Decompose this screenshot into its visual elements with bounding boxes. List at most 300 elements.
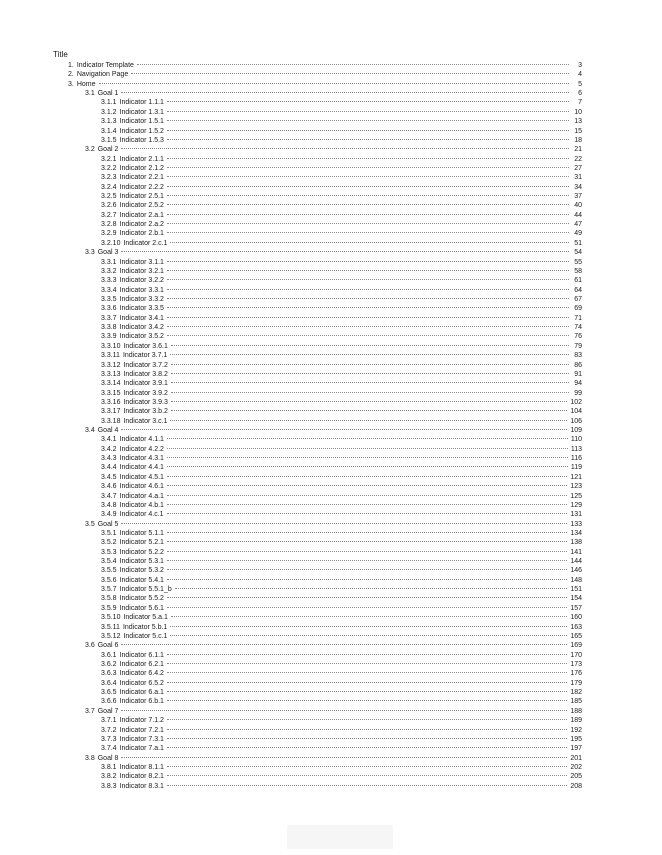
toc-entry-page-number: 131	[570, 511, 582, 519]
toc-entry-number: 3.5	[85, 520, 95, 528]
toc-entry[interactable]	[0, 286, 662, 295]
dot-leader	[171, 392, 569, 393]
toc-entry[interactable]	[0, 688, 662, 697]
toc-entry-page-number: 34	[574, 183, 582, 191]
toc-entry-page-number: 106	[570, 417, 582, 425]
toc-entry[interactable]	[0, 557, 662, 566]
toc-entry-label: Indicator 3.4.2	[119, 324, 164, 332]
toc-entry-page-number: 185	[570, 698, 582, 706]
toc-entry-number: 3.4.7	[101, 492, 117, 500]
toc-entry-number: 3.4.2	[101, 445, 117, 453]
toc-entry-number: 3.3.6	[101, 305, 117, 313]
toc-entry[interactable]	[0, 127, 662, 136]
toc-entry-page-number: 154	[570, 595, 582, 603]
dot-leader	[167, 307, 569, 308]
toc-entry[interactable]	[0, 342, 662, 351]
toc-entry-number: 3.6.6	[101, 698, 117, 706]
toc-entry-label: Indicator 3.3.5	[119, 305, 164, 313]
toc-entry[interactable]	[0, 754, 662, 763]
page-footer-placeholder	[287, 825, 393, 849]
toc-entry-page-number: 4	[578, 71, 582, 79]
toc-entry-number: 3.3.10	[101, 342, 121, 350]
toc-entry-label: Indicator 6.2.1	[119, 661, 164, 668]
toc-entry-label: Indicator 3.3.1	[119, 286, 164, 294]
toc-entry-label: Indicator 2.a.2	[119, 221, 164, 229]
toc-entry-label: Indicator 3.9.1	[123, 380, 168, 388]
toc-entry-label: Indicator 5.3.2	[119, 567, 164, 575]
toc-entry-label: Indicator 4.2.2	[119, 445, 164, 453]
dot-leader	[167, 663, 567, 664]
dot-leader	[121, 757, 567, 758]
toc-entry-number: 3.	[68, 80, 74, 88]
toc-entry-label: Goal 2	[97, 146, 119, 154]
toc-entry-label: Indicator 2.b.1	[119, 230, 164, 238]
dot-leader	[167, 111, 569, 112]
dot-leader	[167, 551, 567, 552]
toc-entry[interactable]	[0, 651, 662, 660]
toc-entry-number: 3.6	[85, 642, 95, 650]
dot-leader	[167, 466, 568, 467]
table-of-contents	[0, 61, 662, 791]
toc-entry[interactable]	[0, 108, 662, 117]
toc-entry-label: Indicator 4.5.1	[119, 473, 164, 481]
toc-entry-label: Indicator 2.c.1	[123, 239, 168, 247]
toc-entry-number: 3.7.4	[101, 745, 117, 753]
toc-entry[interactable]	[0, 604, 662, 613]
toc-entry-page-number: 133	[570, 520, 582, 528]
toc-entry-label: Indicator 1.5.3	[119, 136, 164, 144]
toc-entry-label: Indicator 5.4.1	[119, 576, 164, 584]
toc-entry-label: Indicator 3.7.2	[123, 361, 168, 369]
dot-leader	[121, 148, 569, 149]
toc-entry-page-number: 188	[570, 707, 582, 715]
dot-leader	[167, 223, 569, 224]
toc-entry-page-number: 110	[570, 436, 582, 444]
toc-entry[interactable]	[0, 145, 662, 154]
toc-entry-page-number: 189	[570, 717, 582, 725]
toc-entry-number: 3.8.1	[101, 763, 117, 771]
dot-leader	[167, 775, 567, 776]
toc-entry[interactable]	[0, 239, 662, 248]
toc-entry-page-number: 69	[574, 305, 582, 313]
toc-entry-page-number: 102	[570, 398, 582, 406]
toc-entry-page-number: 113	[570, 445, 582, 453]
dot-leader	[167, 719, 567, 720]
dot-leader	[167, 476, 567, 477]
toc-entry-number: 3.2.7	[101, 211, 117, 219]
toc-entry[interactable]	[0, 389, 662, 398]
toc-entry-number: 3.6.2	[101, 661, 117, 668]
toc-entry-label: Indicator 7.1.2	[119, 717, 164, 725]
dot-leader	[167, 495, 567, 496]
toc-entry-number: 3.4.6	[101, 483, 117, 491]
toc-entry-page-number: 116	[570, 455, 582, 463]
toc-entry[interactable]	[0, 538, 662, 547]
toc-entry-number: 3.8.3	[101, 782, 117, 790]
toc-entry-page-number: 146	[570, 567, 582, 575]
toc-entry-label: Indicator 5.5.2	[119, 595, 164, 603]
toc-entry-page-number: 205	[570, 773, 582, 781]
toc-entry-page-number: 104	[570, 408, 582, 416]
toc-entry[interactable]	[0, 613, 662, 622]
toc-entry[interactable]	[0, 744, 662, 753]
toc-entry-page-number: 49	[574, 230, 582, 238]
toc-entry-label: Indicator 7.3.1	[119, 735, 164, 743]
toc-entry-number: 3.5.4	[101, 558, 117, 566]
toc-entry-number: 3.1	[85, 90, 95, 98]
toc-entry[interactable]	[0, 379, 662, 388]
toc-entry-page-number: 201	[570, 754, 582, 762]
toc-entry-page-number: 51	[574, 239, 582, 247]
toc-entry-number: 3.1.3	[101, 118, 117, 126]
dot-leader	[167, 195, 569, 196]
toc-entry-page-number: 3	[578, 62, 582, 69]
toc-entry[interactable]	[0, 332, 662, 341]
toc-entry[interactable]	[0, 417, 662, 426]
toc-entry[interactable]	[0, 585, 662, 594]
toc-entry-page-number: 74	[574, 324, 582, 332]
toc-entry[interactable]	[0, 501, 662, 510]
toc-entry[interactable]	[0, 117, 662, 126]
toc-entry-number: 3.3.3	[101, 277, 117, 285]
toc-entry[interactable]	[0, 314, 662, 323]
toc-entry[interactable]	[0, 772, 662, 781]
toc-entry[interactable]	[0, 183, 662, 192]
dot-leader	[99, 83, 569, 84]
toc-entry[interactable]	[0, 426, 662, 435]
toc-entry[interactable]	[0, 548, 662, 557]
dot-leader	[167, 682, 567, 683]
toc-entry[interactable]	[0, 351, 662, 360]
toc-entry-page-number: 170	[570, 651, 582, 659]
toc-entry-label: Indicator 3.2.2	[119, 277, 164, 285]
dot-leader	[121, 429, 567, 430]
toc-entry-page-number: 160	[570, 614, 582, 622]
toc-entry-label: Goal 5	[97, 520, 119, 528]
toc-entry[interactable]	[0, 80, 662, 89]
dot-leader	[171, 616, 567, 617]
toc-entry[interactable]	[0, 782, 662, 791]
toc-entry-number: 3.5.3	[101, 548, 117, 556]
toc-entry-label: Indicator 4.a.1	[119, 492, 164, 500]
toc-entry-number: 3.5.2	[101, 539, 117, 547]
toc-entry-number: 3.3.7	[101, 314, 117, 322]
toc-entry[interactable]	[0, 164, 662, 173]
toc-entry[interactable]	[0, 716, 662, 725]
dot-leader	[167, 785, 567, 786]
toc-entry-page-number: 5	[578, 80, 582, 88]
toc-entry-page-number: 54	[574, 249, 582, 257]
toc-entry-number: 3.8.2	[101, 773, 117, 781]
toc-entry-label: Indicator 2.2.2	[119, 183, 164, 191]
toc-entry-number: 3.4.9	[101, 511, 117, 519]
toc-entry-number: 3.2.8	[101, 221, 117, 229]
toc-entry[interactable]	[0, 726, 662, 735]
toc-entry[interactable]	[0, 323, 662, 332]
toc-entry-number: 3.5.7	[101, 586, 117, 594]
dot-leader	[167, 448, 568, 449]
toc-entry-page-number: 195	[570, 735, 582, 743]
toc-entry-label: Indicator 6.1.1	[119, 651, 164, 659]
toc-entry[interactable]	[0, 566, 662, 575]
toc-entry-page-number: 144	[570, 558, 582, 566]
toc-entry-page-number: 129	[570, 501, 582, 509]
toc-entry[interactable]	[0, 473, 662, 482]
toc-entry[interactable]	[0, 155, 662, 164]
toc-entry-number: 3.3.11	[101, 352, 120, 360]
dot-leader	[167, 691, 567, 692]
toc-entry-number: 3.7.1	[101, 717, 117, 725]
toc-entry[interactable]	[0, 136, 662, 145]
toc-entry-page-number: 58	[574, 267, 582, 275]
toc-entry-page-number: 37	[574, 193, 582, 201]
dot-leader	[167, 541, 567, 542]
toc-entry-number: 2.	[68, 71, 74, 79]
toc-entry-number: 3.4.5	[101, 473, 117, 481]
toc-entry[interactable]	[0, 520, 662, 529]
toc-entry-label: Indicator 6.b.1	[119, 698, 164, 706]
dot-leader	[171, 345, 569, 346]
dot-leader	[121, 710, 567, 711]
toc-entry-number: 3.3.16	[101, 398, 121, 406]
toc-entry[interactable]	[0, 407, 662, 416]
toc-entry-number: 3.7	[85, 707, 95, 715]
dot-leader	[167, 729, 567, 730]
toc-entry[interactable]	[0, 173, 662, 182]
toc-entry[interactable]	[0, 201, 662, 210]
dot-leader	[167, 232, 569, 233]
toc-entry-label: Indicator 5.b.1	[122, 623, 168, 631]
toc-entry[interactable]	[0, 220, 662, 229]
toc-entry-label: Indicator 3.b.2	[123, 408, 168, 416]
toc-entry[interactable]	[0, 295, 662, 304]
toc-entry-number: 3.3.1	[101, 258, 117, 266]
toc-entry[interactable]	[0, 304, 662, 313]
dot-leader	[171, 364, 569, 365]
toc-entry-label: Indicator 7.2.1	[119, 726, 164, 734]
toc-entry-page-number: 119	[570, 464, 582, 472]
toc-entry[interactable]	[0, 276, 662, 285]
toc-entry-page-number: 13	[574, 118, 582, 126]
toc-entry[interactable]	[0, 632, 662, 641]
toc-entry-number: 3.2.4	[101, 183, 117, 191]
toc-entry-page-number: 163	[570, 623, 582, 631]
dot-leader	[167, 700, 567, 701]
toc-entry-page-number: 197	[570, 745, 582, 753]
toc-entry-label: Indicator 3.5.2	[119, 333, 164, 341]
toc-entry[interactable]	[0, 697, 662, 706]
toc-entry-number: 3.4.4	[101, 464, 117, 472]
toc-entry[interactable]	[0, 510, 662, 519]
toc-entry-page-number: 83	[574, 352, 582, 360]
dot-leader	[167, 214, 569, 215]
toc-entry-label: Indicator 4.3.1	[119, 455, 164, 463]
toc-entry[interactable]	[0, 576, 662, 585]
dot-leader	[167, 326, 569, 327]
toc-entry-label: Indicator 3.2.1	[119, 267, 164, 275]
toc-entry-number: 3.3.8	[101, 324, 117, 332]
dot-leader	[167, 317, 569, 318]
toc-entry-number: 3.5.6	[101, 576, 117, 584]
dot-leader	[167, 438, 568, 439]
toc-entry-page-number: 134	[570, 529, 582, 537]
dot-leader	[121, 92, 569, 93]
toc-entry-label: Indicator 3.9.2	[123, 389, 168, 397]
toc-entry-page-number: 94	[574, 380, 582, 388]
toc-entry-page-number: 7	[578, 99, 582, 107]
toc-entry[interactable]	[0, 248, 662, 257]
dot-leader	[167, 532, 567, 533]
dot-leader	[167, 270, 569, 271]
toc-entry-page-number: 21	[574, 146, 582, 154]
toc-entry[interactable]	[0, 492, 662, 501]
toc-entry-label: Indicator 8.3.1	[119, 782, 164, 790]
toc-entry-label: Indicator 3.6.1	[123, 342, 168, 350]
dot-leader	[171, 401, 567, 402]
dot-leader	[170, 626, 567, 627]
toc-entry-label: Indicator 2.2.1	[119, 174, 164, 182]
toc-entry[interactable]	[0, 267, 662, 276]
toc-entry[interactable]	[0, 669, 662, 678]
dot-leader	[167, 504, 567, 505]
toc-entry-number: 3.3.5	[101, 295, 117, 303]
toc-entry[interactable]	[0, 529, 662, 538]
toc-entry-number: 3.7.3	[101, 735, 117, 743]
dot-leader	[170, 635, 567, 636]
toc-entry[interactable]	[0, 61, 662, 70]
toc-entry-label: Indicator 3.c.1	[123, 417, 168, 425]
toc-entry-number: 3.2.1	[101, 155, 117, 163]
dot-leader	[170, 420, 567, 421]
toc-entry[interactable]	[0, 735, 662, 744]
dot-leader	[121, 523, 567, 524]
toc-entry-page-number: 67	[574, 295, 582, 303]
toc-entry-page-number: 79	[574, 342, 582, 350]
toc-entry[interactable]	[0, 641, 662, 650]
toc-entry-page-number: 76	[574, 333, 582, 341]
toc-entry-number: 3.4.1	[101, 436, 117, 444]
toc-entry-label: Indicator 3.1.1	[119, 258, 164, 266]
toc-entry-label: Indicator 2.1.1	[119, 155, 164, 163]
toc-entry-label: Indicator 5.6.1	[119, 604, 164, 612]
toc-entry-label: Goal 8	[97, 754, 119, 762]
toc-entry[interactable]	[0, 229, 662, 238]
toc-entry-label: Indicator 5.2.1	[119, 539, 164, 547]
toc-entry-label: Indicator 5.5.1_b	[119, 586, 172, 594]
toc-entry-page-number: 27	[574, 164, 582, 172]
dot-leader	[167, 289, 569, 290]
toc-entry-label: Indicator 4.4.1	[119, 464, 164, 472]
toc-entry-page-number: 86	[574, 361, 582, 369]
toc-entry-label: Indicator 7.a.1	[119, 745, 164, 753]
toc-entry[interactable]	[0, 707, 662, 716]
dot-leader	[167, 101, 569, 102]
dot-leader	[167, 176, 569, 177]
toc-entry[interactable]	[0, 763, 662, 772]
toc-entry-number: 3.5.9	[101, 604, 117, 612]
toc-entry-page-number: 47	[574, 221, 582, 229]
toc-entry-label: Indicator 3.7.1	[122, 352, 168, 360]
toc-entry-label: Goal 4	[97, 427, 119, 435]
toc-entry-number: 3.5.10	[101, 614, 121, 622]
toc-entry-page-number: 40	[574, 202, 582, 210]
toc-entry-number: 3.3.12	[101, 361, 121, 369]
toc-entry[interactable]	[0, 211, 662, 220]
toc-entry-label: Indicator 5.2.2	[119, 548, 164, 556]
toc-entry[interactable]	[0, 679, 662, 688]
toc-entry-number: 3.5.11	[101, 623, 120, 631]
toc-entry-page-number: 157	[570, 604, 582, 612]
toc-entry-page-number: 61	[574, 277, 582, 285]
toc-entry-number: 3.3.13	[101, 370, 121, 378]
toc-entry-number: 3.7.2	[101, 726, 117, 734]
toc-entry[interactable]	[0, 445, 662, 454]
toc-entry[interactable]	[0, 594, 662, 603]
toc-entry-label: Indicator 4.c.1	[119, 511, 164, 519]
toc-entry[interactable]	[0, 370, 662, 379]
dot-leader	[171, 373, 569, 374]
toc-entry-label: Goal 1	[97, 90, 119, 98]
toc-entry-number: 3.2.10	[101, 239, 121, 247]
toc-entry-number: 3.2.6	[101, 202, 117, 210]
toc-entry[interactable]	[0, 623, 662, 632]
toc-entry-label: Indicator 1.3.1	[119, 108, 164, 116]
toc-entry-label: Indicator 2.a.1	[119, 211, 164, 219]
toc-entry-number: 3.4	[85, 427, 95, 435]
toc-entry[interactable]	[0, 70, 662, 79]
toc-entry-number: 3.1.2	[101, 108, 117, 116]
toc-entry-number: 3.3.17	[101, 408, 121, 416]
toc-entry[interactable]	[0, 482, 662, 491]
toc-entry-label: Indicator 8.1.1	[119, 763, 164, 771]
toc-entry[interactable]	[0, 454, 662, 463]
dot-leader	[167, 139, 569, 140]
toc-entry[interactable]	[0, 361, 662, 370]
toc-entry-number: 3.6.4	[101, 679, 117, 687]
toc-entry-page-number: 22	[574, 155, 582, 163]
toc-entry-page-number: 169	[570, 642, 582, 650]
toc-entry[interactable]	[0, 192, 662, 201]
toc-entry-number: 3.2	[85, 146, 95, 154]
dot-leader	[167, 120, 569, 121]
dot-leader	[170, 242, 569, 243]
dot-leader	[167, 560, 567, 561]
toc-entry-label: Indicator 2.5.2	[119, 202, 164, 210]
toc-entry-label: Indicator 4.1.1	[119, 436, 164, 444]
toc-entry-label: Navigation Page	[76, 71, 129, 79]
toc-entry-number: 3.2.9	[101, 230, 117, 238]
toc-entry[interactable]	[0, 463, 662, 472]
toc-entry-number: 3.3.9	[101, 333, 117, 341]
toc-entry-label: Indicator 1.5.1	[119, 118, 164, 126]
dot-leader	[167, 261, 569, 262]
toc-entry[interactable]	[0, 89, 662, 98]
toc-entry[interactable]	[0, 258, 662, 267]
toc-entry[interactable]	[0, 660, 662, 669]
toc-entry-label: Indicator 2.5.1	[119, 193, 164, 201]
toc-entry-page-number: 173	[570, 661, 582, 668]
toc-entry-number: 3.3.14	[101, 380, 121, 388]
toc-entry-label: Indicator 4.6.1	[119, 483, 164, 491]
toc-entry-page-number: 31	[574, 174, 582, 182]
toc-entry[interactable]	[0, 435, 662, 444]
toc-entry[interactable]	[0, 398, 662, 407]
dot-leader	[171, 410, 567, 411]
toc-entry[interactable]	[0, 98, 662, 107]
toc-entry-page-number: 64	[574, 286, 582, 294]
dot-leader	[171, 382, 569, 383]
dot-leader	[167, 204, 569, 205]
